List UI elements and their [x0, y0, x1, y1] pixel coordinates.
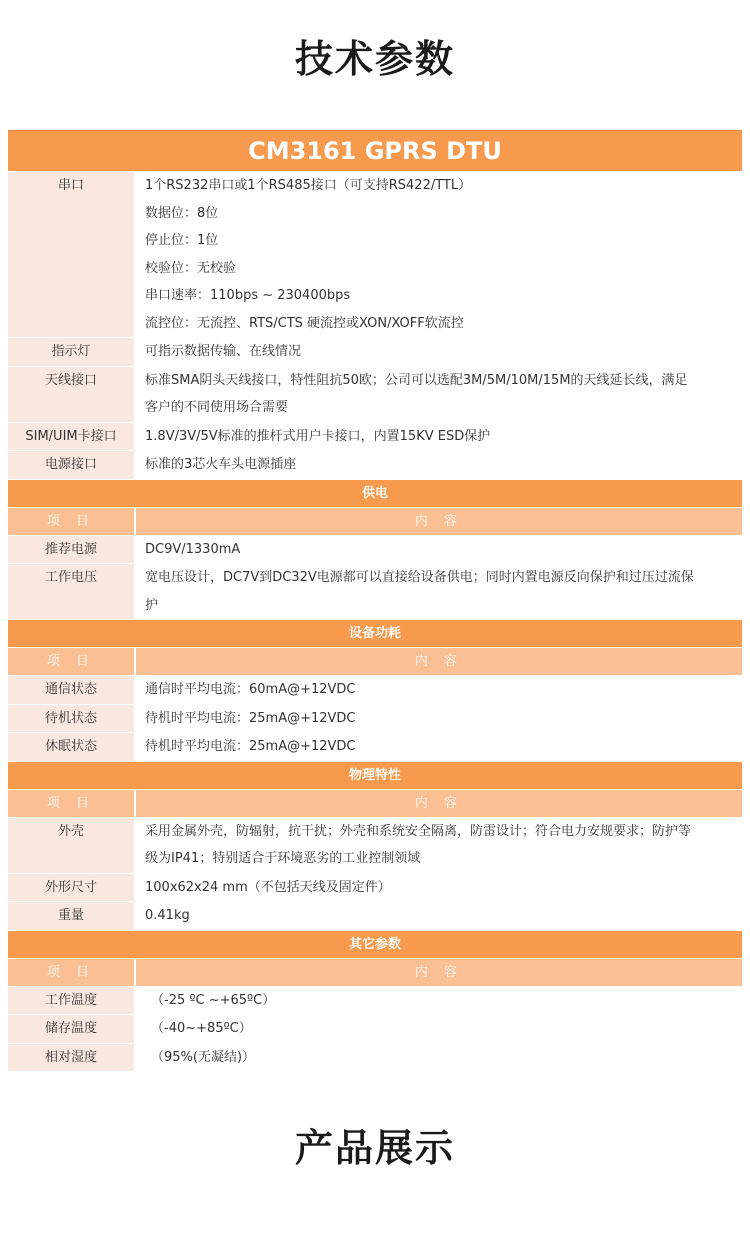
subheader-item: 项 目: [8, 959, 136, 986]
spec-row: [8, 675, 742, 704]
spec-row-value: [135, 1044, 742, 1072]
spec-row-label: 重量: [8, 902, 135, 930]
spec-row: [8, 366, 742, 422]
spec-row-value: [135, 451, 742, 479]
section-subheader: [8, 789, 742, 817]
spec-row-value: [135, 1015, 742, 1043]
spec-row-value: [135, 367, 742, 422]
spec-row-value: [135, 338, 742, 366]
spec-value-line: 待机时平均电流：25mA@+12VDC: [145, 710, 356, 726]
spec-value-line: 标准SMA阴头天线接口，特性阻抗50欧；公司可以选配3M/5M/10M/15M的天线延长线，满足: [145, 372, 688, 388]
spec-row: [8, 1014, 742, 1043]
subheader-item: 项 目: [8, 508, 136, 535]
section-title: 其它参数: [8, 930, 742, 958]
spec-value-line: 标准的3芯火车头电源插座: [145, 457, 297, 472]
spec-row-label: 外形尺寸: [8, 874, 135, 902]
page-heading-tech-params: 技术参数: [294, 37, 455, 81]
spec-row-label: SIM/UIM卡接口: [8, 423, 135, 451]
spec-value-line: 宽电压设计，DC7V到DC32V电源都可以直接给设备供电；同时内置电源反向保护和过压过流保: [145, 570, 694, 585]
spec-value-line: 停止位：1位: [145, 233, 219, 248]
subheader-content: 内 容: [136, 508, 742, 535]
section-title: 设备功耗: [8, 619, 742, 647]
spec-row-label: 工作电压: [8, 564, 135, 619]
spec-row: [8, 535, 742, 564]
spec-row-value: [135, 874, 742, 902]
spec-value-line: 客户的不同使用场合需要: [145, 400, 289, 415]
spec-value-line: 可指示数据传输、在线情况: [145, 344, 302, 359]
spec-row-value: [135, 902, 742, 930]
spec-row-value: [135, 987, 742, 1015]
spec-row: [8, 704, 742, 733]
spec-row-label: 储存温度: [8, 1015, 135, 1043]
spec-row: [8, 337, 742, 366]
spec-row: [8, 873, 742, 902]
spec-row: [8, 732, 742, 761]
spec-value-line: 数据位：8位: [145, 205, 219, 221]
spec-row: [8, 450, 742, 479]
spec-value-line: 1.8V/3V/5V标准的推杆式用户卡接口，内置15KV ESD保护: [145, 428, 491, 444]
spec-row: [8, 901, 742, 930]
spec-value-line: （95%(无凝结)）: [151, 1049, 256, 1065]
spec-value-line: 1个RS232串口或1个RS485接口（可支持RS422/TTL）: [145, 178, 472, 193]
spec-value-line: （-25 ºC ~+65ºC）: [151, 992, 276, 1008]
spec-row-value: [135, 733, 742, 761]
spec-table-title: CM3161 GPRS DTU: [8, 130, 742, 171]
subheader-item: 项 目: [8, 790, 136, 817]
spec-row-value: [135, 705, 742, 733]
spec-row-label: 外壳: [8, 818, 135, 873]
spec-row: [8, 563, 742, 619]
spec-sections: [8, 479, 742, 1072]
spec-row-value: [135, 172, 742, 337]
spec-value-line: 串口速率：110bps ~ 230400bps: [145, 288, 351, 303]
spec-value-line: 100x62x24 mm（不包括天线及固定件）: [145, 879, 391, 895]
spec-row-label: 待机状态: [8, 705, 135, 733]
spec-row-label: 休眠状态: [8, 733, 135, 761]
spec-row-label: 推荐电源: [8, 536, 135, 564]
spec-row-value: [135, 676, 742, 704]
spec-row: [8, 422, 742, 451]
spec-row-label: 相对湿度: [8, 1044, 135, 1072]
spec-value-line: 待机时平均电流：25mA@+12VDC: [145, 739, 356, 754]
spec-row-label: 电源接口: [8, 451, 135, 479]
spec-row-value: [135, 536, 742, 564]
spec-value-line: 级为IP41；特别适合于环境恶劣的工业控制领域: [145, 851, 421, 866]
spec-row: [8, 171, 742, 337]
spec-value-line: （-40~+85ºC）: [151, 1021, 252, 1036]
spec-row: [8, 986, 742, 1015]
spec-row-value: [135, 423, 742, 451]
spec-value-line: DC9V/1330mA: [145, 541, 241, 557]
subheader-content: 内 容: [136, 790, 742, 817]
section-title: 物理特性: [8, 761, 742, 789]
spec-value-line: 采用金属外壳，防辐射，抗干扰；外壳和系统安全隔离，防雷设计；符合电力安规要求；防护等: [145, 823, 692, 839]
basic-rows: [8, 171, 742, 479]
spec-row-value: [135, 564, 742, 619]
spec-row-label: 指示灯: [8, 338, 135, 366]
spec-value-line: 通信时平均电流：60mA@+12VDC: [145, 682, 356, 697]
section-subheader: [8, 507, 742, 535]
section-subheader: [8, 647, 742, 675]
spec-row-label: 天线接口: [8, 367, 135, 422]
spec-value-line: 0.41kg: [145, 908, 190, 923]
spec-row-value: [135, 818, 742, 873]
subheader-content: 内 容: [136, 648, 742, 675]
spec-value-line: 校验位：无校验: [145, 260, 237, 276]
page-heading-product-display: 产品展示: [294, 1126, 455, 1170]
spec-value-line: 流控位：无流控、RTS/CTS 硬流控或XON/XOFF软流控: [145, 315, 464, 331]
spec-value-line: 护: [145, 597, 159, 613]
subheader-item: 项 目: [8, 648, 136, 675]
subheader-content: 内 容: [136, 959, 742, 986]
spec-table: [8, 130, 742, 1071]
section-subheader: [8, 958, 742, 986]
spec-row: [8, 1043, 742, 1072]
section-title: 供电: [8, 479, 742, 507]
spec-row: [8, 817, 742, 873]
spec-row-label: 通信状态: [8, 676, 135, 704]
spec-row-label: 工作温度: [8, 987, 135, 1015]
spec-row-label: 串口: [8, 172, 135, 337]
